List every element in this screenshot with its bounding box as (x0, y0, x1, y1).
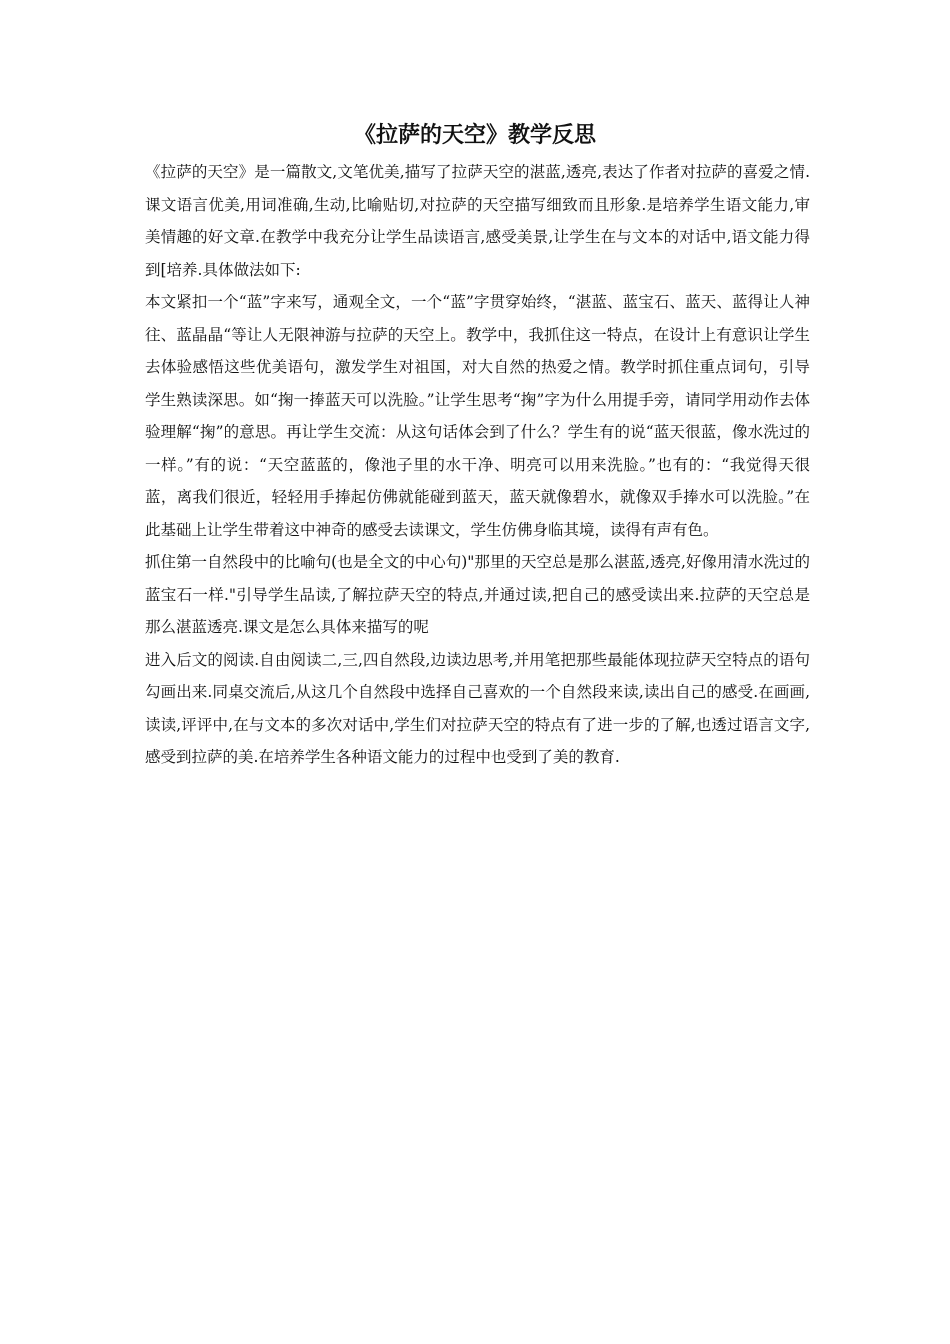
paragraph-1: 《拉萨的天空》是一篇散文,文笔优美,描写了拉萨天空的湛蓝,透亮,表达了作者对拉萨的喜爱之情.课文语言优美,用词准确,生动,比喻贴切,对拉萨的天空描写细致而且形象.是培养学生语文能力,审美情趣的好文章.在教学中我充分让学生品读语言,感受美景,让学生在与文本的对话中,语文能力得到[培养.具体做法如下: (145, 163, 810, 279)
paragraph-2: 本文紧扣一个“蓝”字来写，通观全文，一个“蓝”字贯穿始终，“湛蓝、蓝宝石、蓝天、蓝得让人神往、蓝晶晶“等让人无限神游与拉萨的天空上。教学中，我抓住这一特点，在设计上有意识让学生去体验感悟这些优美语句，激发学生对祖国，对大自然的热爱之情。教学时抓住重点词句，引导学生熟读深思。如“掬一捧蓝天可以洗脸。”让学生思考“掬”字为什么用提手旁，请同学用动作去体验理解“掬”的意思。再让学生交流：从这句话体会到了什么？学生有的说“蓝天很蓝，像水洗过的一样。”有的说：“天空蓝蓝的，像池子里的水干净、明亮可以用来洗脸。”也有的：“我觉得天很蓝，离我们很近，轻轻用手捧起仿佛就能碰到蓝天，蓝天就像碧水，就像双手捧水可以洗脸。”在此基础上让学生带着这中神奇的感受去读课文，学生仿佛身临其境，读得有声有色。 (145, 293, 810, 539)
document-body (145, 156, 810, 774)
document-title: 《拉萨的天空》教学反思 (353, 123, 596, 148)
paragraph-4: 进入后文的阅读.自由阅读二,三,四自然段,边读边思考,并用笔把那些最能体现拉萨天空特点的语句勾画出来.同桌交流后,从这几个自然段中选择自己喜欢的一个自然段来读,读出自己的感受.在画画,读读,评评中,在与文本的多次对话中,学生们对拉萨天空的特点有了进一步的了解,也透过语言文字,感受到拉萨的美.在培养学生各种语文能力的过程中也受到了美的教育. (145, 650, 810, 766)
paragraph-3: 抓住第一自然段中的比喻句(也是全文的中心句)"那里的天空总是那么湛蓝,透亮,好像用清水洗过的蓝宝石一样."引导学生品读,了解拉萨天空的特点,并通过读,把自己的感受读出来.拉萨的天空总是那么湛蓝透亮.课文是怎么具体来描写的呢 (145, 553, 810, 636)
